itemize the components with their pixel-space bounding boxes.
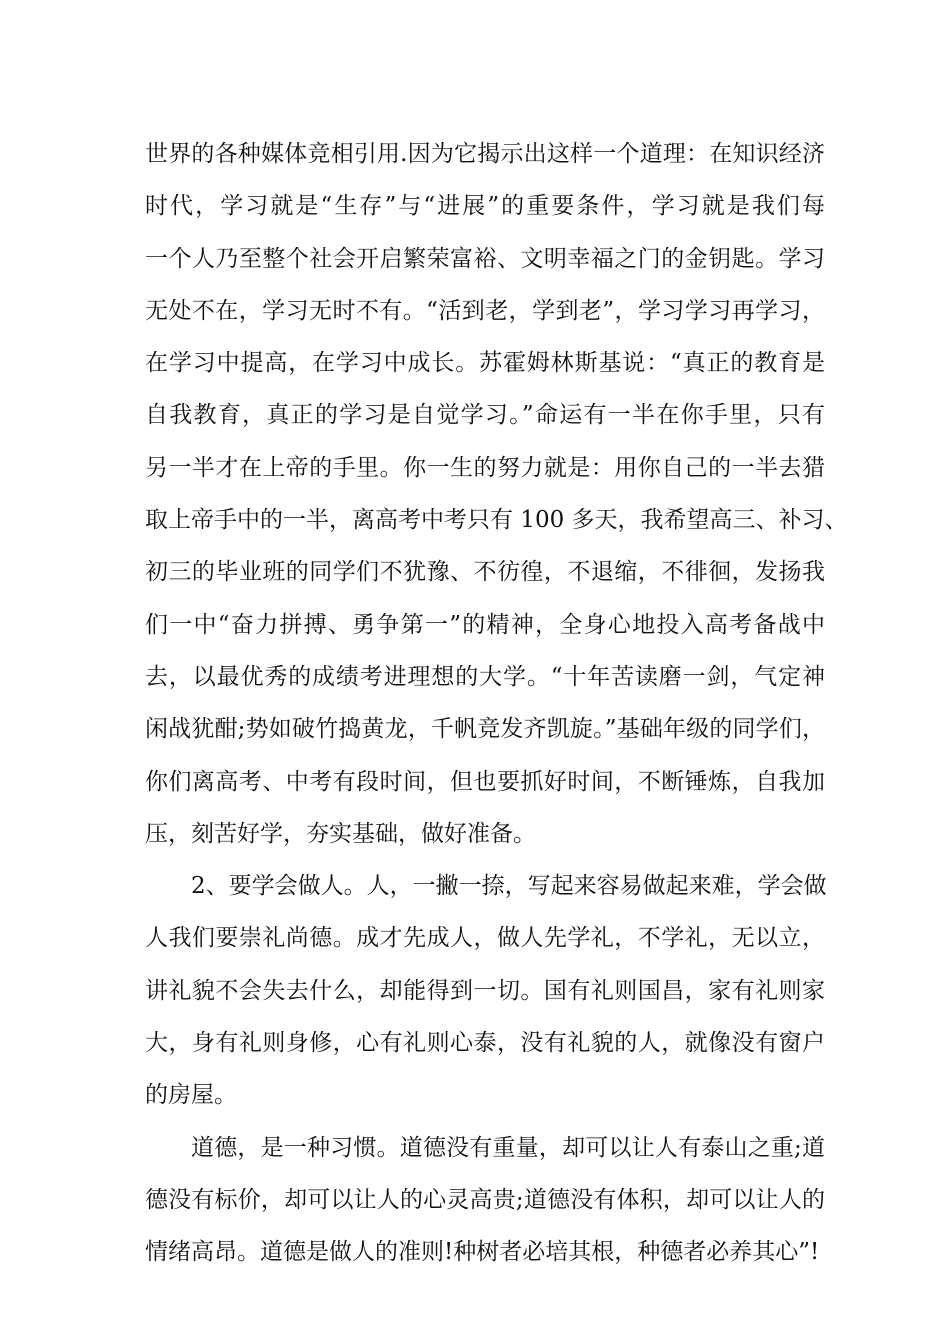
paragraph-line: 们一中“奋力拼搏、勇争第一”的精神，全身心地投入高考备战中 [145, 611, 825, 638]
paragraph-line: 闲战犹酣;势如破竹捣黄龙，千帆竞发齐凯旋。”基础年级的同学们， [145, 716, 825, 743]
document-body [145, 128, 848, 1279]
paragraph-line: 2、要学会做人。人，一撇一捺，写起来容易做起来难，学会做 [191, 873, 827, 900]
paragraph-line: 无处不在，学习无时不有。“活到老，学到老”，学习学习再学习， [145, 297, 825, 324]
paragraph-line: 你们离高考、中考有段时间，但也要抓好时间，不断锤炼，自我加 [145, 768, 825, 795]
paragraph-line: 初三的毕业班的同学们不犹豫、不彷徨，不退缩，不徘徊，发扬我 [145, 559, 825, 586]
paragraph-line: 在学习中提高，在学习中成长。苏霍姆林斯基说：“真正的教育是 [145, 350, 825, 377]
paragraph-line: 道德，是一种习惯。道德没有重量，却可以让人有泰山之重;道 [191, 1134, 825, 1161]
paragraph-line: 世界的各种媒体竞相引用.因为它揭示出这样一个道理：在知识经济 [145, 141, 825, 167]
paragraph-line: 去，以最优秀的成绩考进理想的大学。“十年苦读磨一剑，气定神 [145, 663, 825, 690]
paragraph-line: 另一半才在上帝的手里。你一生的努力就是：用你自己的一半去猎 [145, 454, 825, 481]
paragraph-line: 一个人乃至整个社会开启繁荣富裕、文明幸福之门的金钥匙。学习 [145, 245, 825, 272]
paragraph-line: 的房屋。 [145, 1082, 237, 1109]
paragraph-line: 德没有标价，却可以让人的心灵高贵;道德没有体积，却可以让人的 [145, 1186, 825, 1213]
paragraph-line: 自我教育，真正的学习是自觉学习。”命运有一半在你手里，只有 [145, 402, 825, 429]
paragraph-line: 大，身有礼则身修，心有礼则心泰，没有礼貌的人，就像没有窗户 [145, 1030, 825, 1057]
paragraph-line: 讲礼貌不会失去什么，却能得到一切。国有礼则国昌，家有礼则家 [145, 977, 825, 1004]
paragraph-line: 压，刻苦好学，夯实基础，做好准备。 [145, 820, 536, 847]
paragraph-line: 情绪高昂。道德是做人的准则!种树者必培其根，种德者必养其心”! [145, 1239, 820, 1266]
paragraph-line: 时代，学习就是“生存”与“进展”的重要条件，学习就是我们每 [145, 193, 825, 220]
paragraph-line: 人我们要崇礼尚德。成才先成人，做人先学礼，不学礼，无以立， [145, 925, 825, 952]
paragraph-line: 取上帝手中的一半，离高考中考只有 100 多天，我希望高三、补习、 [145, 507, 848, 534]
